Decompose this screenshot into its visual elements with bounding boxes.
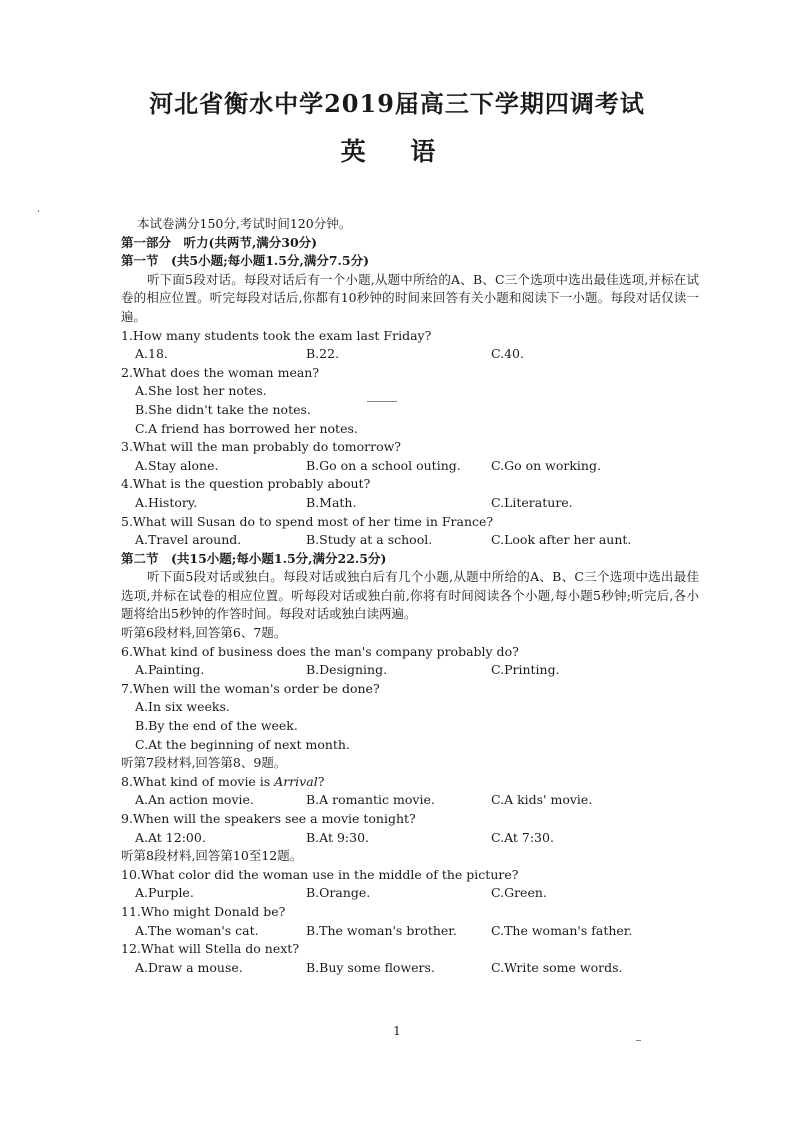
question-10-options — [121, 884, 699, 903]
option-a: A.In six weeks. — [135, 699, 230, 715]
option-b: B.Designing. — [306, 662, 388, 678]
option-b: B.22. — [306, 346, 340, 362]
option-c: C.Green. — [491, 885, 547, 901]
question-12-options — [121, 959, 699, 978]
option-b: B.The woman's brother. — [306, 922, 457, 938]
question-1-options — [121, 345, 699, 364]
option-a: A.The woman's cat. — [135, 922, 259, 938]
question-9-stem: 9.When will the speakers see a movie tonight? — [121, 811, 416, 826]
option-a: A.Purple. — [135, 885, 194, 901]
option-a: A.18. — [135, 346, 168, 362]
material-note-8: 听第8段材料,回答第10至12题。 — [121, 848, 303, 864]
exam-title: 河北省衡水中学2019届高三下学期四调考试 — [149, 89, 645, 118]
material-note-7: 听第7段材料,回答第8、9题。 — [121, 755, 287, 771]
option-b: B.A romantic movie. — [306, 792, 435, 808]
option-b: B.Go on a school outing. — [306, 457, 461, 473]
option-c: C.Printing. — [491, 662, 560, 678]
page-number: 1 — [393, 1024, 401, 1038]
movie-title: Arrival — [274, 773, 318, 789]
question-6-stem: 6.What kind of business does the man's company probably do? — [121, 643, 519, 659]
question-8-stem-prefix: 8.What kind of movie is — [121, 773, 275, 789]
exam-content — [121, 215, 699, 977]
question-12-stem: 12.What will Stella do next? — [121, 941, 300, 957]
option-c: C.The woman's father. — [491, 922, 633, 938]
option-a: A.Travel around. — [135, 532, 242, 548]
question-5-options — [121, 531, 699, 550]
option-a: A.At 12:00. — [135, 829, 206, 845]
question-8-options — [121, 791, 699, 810]
option-b: B.By the end of the week. — [135, 718, 298, 734]
question-11-options — [121, 922, 699, 941]
option-a: A.Painting. — [135, 662, 205, 678]
question-9-options — [121, 829, 699, 848]
option-c: C.A friend has borrowed her notes. — [135, 420, 358, 436]
question-10-stem: 10.What color did the woman use in the middle of the picture? — [121, 866, 519, 882]
intro-text: 本试卷满分150分,考试时间120分钟。 — [137, 216, 352, 231]
option-c: C.At the beginning of next month. — [135, 736, 350, 752]
option-b: B.Orange. — [306, 885, 371, 901]
question-5-stem: 5.What will Susan do to spend most of her time in France? — [121, 513, 494, 529]
option-c: C.Literature. — [491, 494, 573, 510]
option-a: A.She lost her notes. — [135, 383, 267, 399]
scan-speck — [38, 210, 39, 212]
option-c: C.Go on working. — [491, 457, 601, 473]
material-note-6: 听第6段材料,回答第6、7题。 — [121, 625, 287, 641]
option-a: A.History. — [135, 494, 198, 510]
question-2-stem: 2.What does the woman mean? — [121, 364, 320, 380]
question-4-options — [121, 494, 699, 513]
question-1-stem: 1.How many students took the exam last Friday? — [121, 327, 432, 343]
option-b: B.At 9:30. — [306, 829, 370, 845]
option-b: B.Math. — [306, 494, 357, 510]
section2-title: 第二节 (共15小题;每小题1.5分,满分22.5分) — [121, 550, 387, 566]
question-3-stem: 3.What will the man probably do tomorrow? — [121, 439, 402, 455]
scan-speck — [636, 1040, 641, 1041]
question-7-stem: 7.When will the woman's order be done? — [121, 680, 380, 696]
exam-subject: 英 语 — [340, 137, 454, 166]
option-a: A.An action movie. — [135, 792, 254, 808]
question-11-stem: 11.Who might Donald be? — [121, 903, 286, 919]
option-a: A.Stay alone. — [135, 457, 219, 473]
option-b: B.Study at a school. — [306, 532, 433, 548]
option-c: C.A kids' movie. — [491, 792, 593, 808]
part1-title: 第一部分 听力(共两节,满分30分) — [121, 234, 318, 250]
option-c: C.At 7:30. — [491, 829, 554, 845]
option-b: B.Buy some flowers. — [306, 959, 435, 975]
section2-instructions: 听下面5段对话或独白。每段对话或独白后有几个小题,从题中所给的A、B、C三个选项中选出最佳选项,并标在试卷的相应位置。听每段对话或独白前,你将有时间阅读各个小题,每小题5秒钟;听完后,各小题将给出5秒钟的作答时间。每段对话或独白读两遍。 — [121, 569, 699, 622]
option-b: B.She didn't take the notes. — [135, 401, 311, 417]
scan-speck — [367, 401, 397, 402]
option-c: C.40. — [491, 346, 524, 362]
option-c: C.Look after her aunt. — [491, 532, 632, 548]
question-8-stem-suffix: ? — [317, 773, 325, 789]
option-a: A.Draw a mouse. — [135, 959, 243, 975]
question-3-options — [121, 457, 699, 476]
question-4-stem: 4.What is the question probably about? — [121, 476, 371, 492]
option-c: C.Write some words. — [491, 959, 623, 975]
section1-instructions: 听下面5段对话。每段对话后有一个小题,从题中所给的A、B、C三个选项中选出最佳选项,并标在试卷的相应位置。听完每段对话后,你都有10秒钟的时间来回答有关小题和阅读下一小题。每段对话仅读一遍。 — [121, 271, 699, 324]
section1-title: 第一节 (共5小题;每小题1.5分,满分7.5分) — [121, 253, 369, 269]
question-6-options — [121, 661, 699, 680]
question-8-stem — [121, 773, 699, 792]
